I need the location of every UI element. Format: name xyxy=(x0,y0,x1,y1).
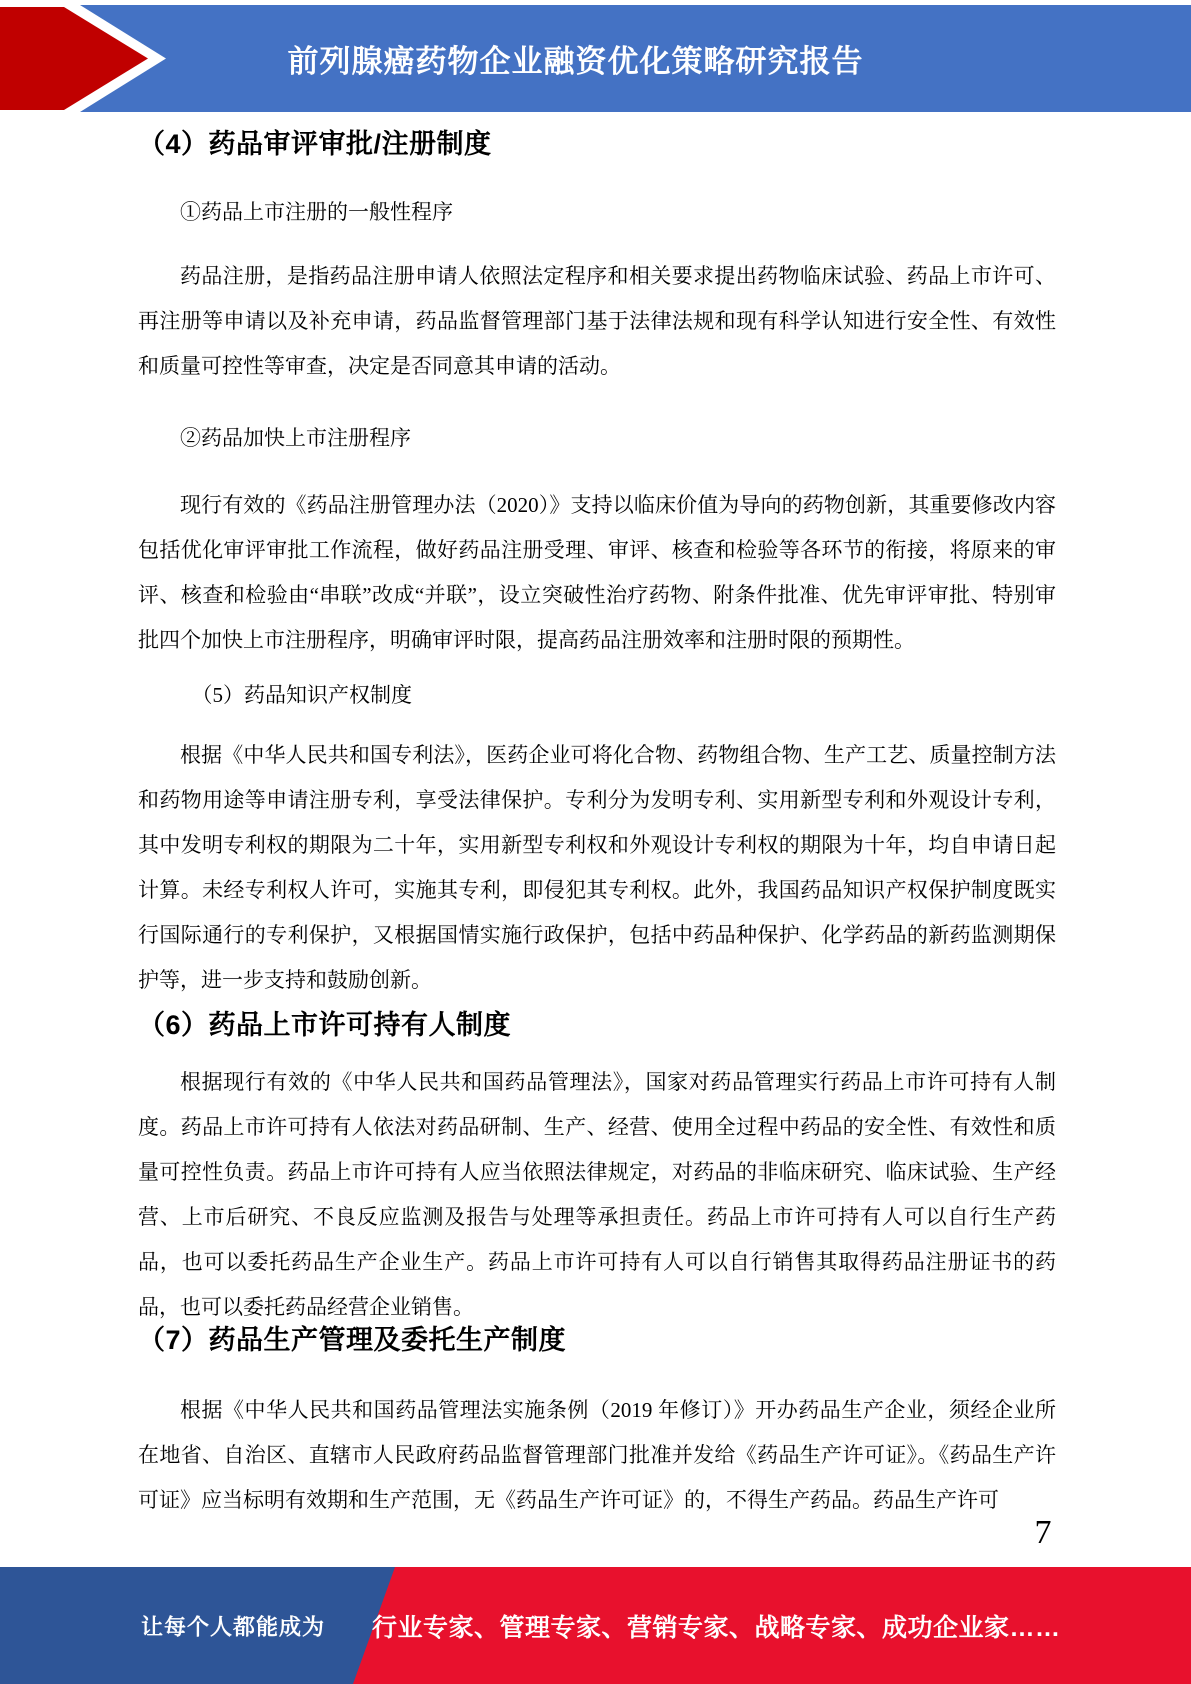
footer-slogan-right: 行业专家、管理专家、营销专家、战略专家、成功企业家…… xyxy=(372,1613,1061,1642)
section-4-subitem-1: ①药品上市注册的一般性程序 xyxy=(180,200,453,224)
page-header-banner xyxy=(0,5,1191,112)
footer-slogan-left: 让每个人都能成为 xyxy=(141,1614,326,1639)
paragraph-ip-protection: 根据《中华人民共和国专利法》，医药企业可将化合物、药物组合物、生产工艺、质量控制方法和药物用途等申请注册专利，享受法律保护。专利分为发明专利、实用新型专利和外观设计专利，其中发明专利权的期限为二十年，实用新型专利权和外观设计专利权的期限为十年，均自申请日起计算。未经专利权人许可，实施其专利，即侵犯其专利权。此外，我国药品知识产权保护制度既实行国际通行的专利保护，又根据国情实施行政保护，包括中药品种保护、化学药品的新药监测期保护等，进一步支持和鼓励创新。 xyxy=(138,743,1056,992)
section-5-heading: （5）药品知识产权制度 xyxy=(191,683,413,707)
section-6-heading: （6）药品上市许可持有人制度 xyxy=(138,1010,512,1040)
section-7-heading: （7）药品生产管理及委托生产制度 xyxy=(138,1325,567,1355)
section-4-heading: （4）药品审评审批/注册制度 xyxy=(138,129,492,159)
page-footer-banner xyxy=(0,1567,1191,1684)
paragraph-accelerated-registration: 现行有效的《药品注册管理办法（2020）》支持以临床价值为导向的药物创新，其重要修改内容包括优化审评审批工作流程，做好药品注册受理、审评、核查和检验等各环节的衔接，将原来的审评、核查和检验由“串联”改成“并联”，设立突破性治疗药物、附条件批准、优先审评审批、特别审批四个加快上市注册程序，明确审评时限，提高药品注册效率和注册时限的预期性。 xyxy=(138,493,1056,652)
section-4-subitem-2: ②药品加快上市注册程序 xyxy=(180,426,411,450)
paragraph-mah-system: 根据现行有效的《中华人民共和国药品管理法》，国家对药品管理实行药品上市许可持有人制度。药品上市许可持有人依法对药品研制、生产、经营、使用全过程中药品的安全性、有效性和质量可控性负责。药品上市许可持有人应当依照法律规定，对药品的非临床研究、临床试验、生产经营、上市后研究、不良反应监测及报告与处理等承担责任。药品上市许可持有人可以自行生产药品，也可以委托药品生产企业生产。药品上市许可持有人可以自行销售其取得药品注册证书的药品，也可以委托药品经营企业销售。 xyxy=(138,1070,1056,1319)
page-number: 7 xyxy=(1034,1514,1052,1551)
report-title: 前列腺癌药物企业融资优化策略研究报告 xyxy=(287,44,864,79)
document-body xyxy=(138,112,1056,1523)
paragraph-production-license: 根据《中华人民共和国药品管理法实施条例（2019 年修订）》开办药品生产企业，须经企业所在地省、自治区、直辖市人民政府药品监督管理部门批准并发给《药品生产许可证》。《药品生产许可证》应当标明有效期和生产范围，无《药品生产许可证》的，不得生产药品。药品生产许可 xyxy=(138,1398,1056,1512)
paragraph-drug-registration: 药品注册，是指药品注册申请人依照法定程序和相关要求提出药物临床试验、药品上市许可、再注册等申请以及补充申请，药品监督管理部门基于法律法规和现有科学认知进行安全性、有效性和质量可控性等审查，决定是否同意其申请的活动。 xyxy=(138,264,1056,378)
